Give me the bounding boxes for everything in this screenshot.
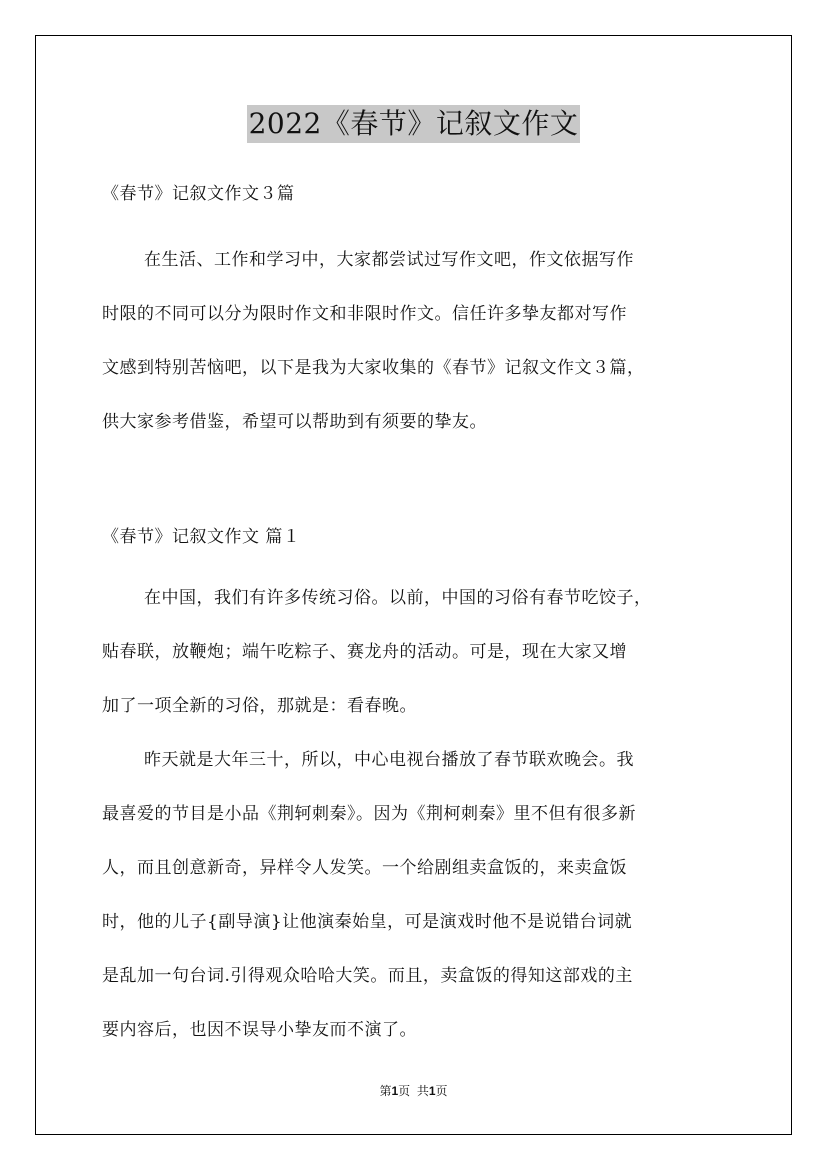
document-title — [0, 103, 827, 143]
page-footer — [0, 1083, 827, 1099]
paragraph-line: 加了一项全新的习俗，那就是：看春晚。 — [102, 696, 417, 716]
section-paragraph-1 — [102, 571, 742, 733]
intro-line: 时限的不同可以分为限时作文和非限时作文。信任许多挚友都对写作 — [102, 304, 627, 324]
paragraph-line: 人，而且创意新奇，异样令人发笑。一个给剧组卖盒饭的，来卖盒饭 — [102, 858, 627, 878]
page-number: 1 — [391, 1084, 399, 1098]
section-paragraph-2 — [102, 733, 742, 1057]
paragraph-line: 最喜爱的节目是小品《荆轲刺秦》。因为《荆柯刺秦》里不但有很多新 — [102, 804, 636, 824]
paragraph-line: 是乱加一句台词.引得观众哈哈大笑。而且，卖盒饭的得知这部戏的主 — [102, 966, 633, 986]
total-label-suffix: 页 — [435, 1084, 448, 1098]
paragraph-line: 在中国，我们有许多传统习俗。以前，中国的习俗有春节吃饺子， — [144, 588, 652, 608]
intro-paragraph — [102, 233, 742, 449]
document-title-text: 2022《春节》记叙文作文 — [247, 105, 581, 143]
page-label-suffix: 页 — [398, 1084, 411, 1098]
document-body — [102, 178, 742, 1057]
paragraph-line: 要内容后，也因不误导小挚友而不演了。 — [102, 1020, 417, 1040]
section-heading: 《春节》记叙文作文 篇１ — [102, 527, 301, 547]
intro-line: 在生活、工作和学习中，大家都尝试过写作文吧，作文依据写作 — [144, 250, 634, 270]
total-label-prefix: 共 — [416, 1084, 429, 1098]
paragraph-line: 贴春联，放鞭炮；端午吃粽子、赛龙舟的活动。可是，现在大家又增 — [102, 642, 627, 662]
paragraph-line: 昨天就是大年三十，所以，中心电视台播放了春节联欢晚会。我 — [144, 750, 634, 770]
paragraph-line: 时，他的儿子{副导演}让他演秦始皇，可是演戏时他不是说错台词就 — [102, 912, 633, 932]
document-subtitle: 《春节》记叙文作文３篇 — [102, 184, 295, 204]
total-pages: 1 — [428, 1084, 436, 1098]
intro-line: 文感到特别苦恼吧，以下是我为大家收集的《春节》记叙文作文３篇， — [102, 358, 645, 378]
intro-line: 供大家参考借鉴，希望可以帮助到有须要的挚友。 — [102, 412, 487, 432]
page-label-prefix: 第 — [379, 1084, 392, 1098]
